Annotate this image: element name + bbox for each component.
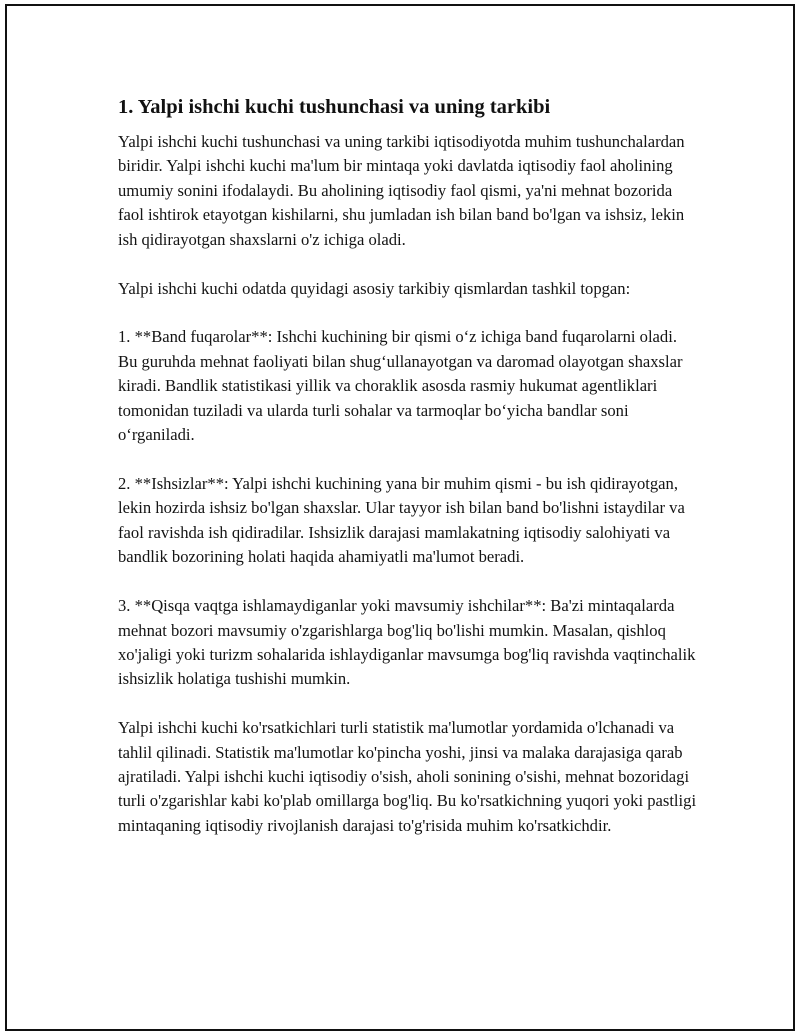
paragraph-employed: 1. **Band fuqarolar**: Ishchi kuchining bir qismi o‘z ichiga band fuqarolarni oladi. Bu guruhda mehnat faoliyati bilan shug‘ullanayotgan va daromad olayotgan shaxslar kiradi. Bandlik statistikasi yillik va choraklik asosda rasmiy hukumat agentliklari tomonidan tuziladi va ularda turli sohalar va tarmoqlar bo‘yicha bandlar soni o‘rganiladi. xyxy=(118,327,683,445)
section-heading: 1. Yalpi ishchi kuchi tushunchasi va uning tarkibi xyxy=(118,96,551,118)
paragraph-seasonal: 3. **Qisqa vaqtga ishlamaydiganlar yoki mavsumiy ishchilar**: Ba'zi mintaqalarda mehnat bozori mavsumiy o'zgarishlarga bog'liq bo'lishi mumkin. Masalan, qishloq xo'jaligi yoki turizm sohalarida ishlaydiganlar mavsumga bog'liq ravishda vaqtinchalik ishsizlik holatiga tushishi mumkin. xyxy=(118,596,696,689)
paragraph-conclusion: Yalpi ishchi kuchi ko'rsatkichlari turli statistik ma'lumotlar yordamida o'lchanadi va tahlil qilinadi. Statistik ma'lumotlar ko'pincha yoshi, jinsi va malaka darajasiga qarab ajratiladi. Yalpi ishchi kuchi iqtisodiy o'sish, aholi sonining o'sishi, mehnat bozoridagi turli o'zgarishlar kabi ko'plab omillarga bog'liq. Bu ko'rsatkichning yuqori yoki pastligi mintaqaning iqtisodiy rivojlanish darajasi to'g'risida muhim ko'rsatkichdir. xyxy=(118,718,697,835)
document-body xyxy=(118,93,698,863)
paragraph-intro: Yalpi ishchi kuchi tushunchasi va uning tarkibi iqtisodiyotda muhim tushunchalardan biridir. Yalpi ishchi kuchi ma'lum bir mintaqa yoki davlatda iqtisodiy faol aholining umumiy sonini ifodalaydi. Bu aholining iqtisodiy faol qismi, ya'ni mehnat bozorida faol ishtirok etayotgan kishilarni, shu jumladan ish bilan band bo'lgan va ishsiz, lekin ish qidirayotgan shaxslarni o'z ichiga oladi. xyxy=(118,132,685,249)
paragraph-components-intro: Yalpi ishchi kuchi odatda quyidagi asosiy tarkibiy qismlardan tashkil topgan: xyxy=(118,278,631,298)
paragraph-unemployed: 2. **Ishsizlar**: Yalpi ishchi kuchining yana bir muhim qismi - bu ish qidirayotgan, lekin hozirda ishsiz bo'lgan shaxslar. Ular tayyor ish bilan band bo'lishni istaydilar va faol ravishda ish qidiradilar. Ishsizlik darajasi mamlakatning iqtisodiy salohiyati va bandlik bozorining holati haqida ahamiyatli ma'lumot beradi. xyxy=(118,473,685,567)
